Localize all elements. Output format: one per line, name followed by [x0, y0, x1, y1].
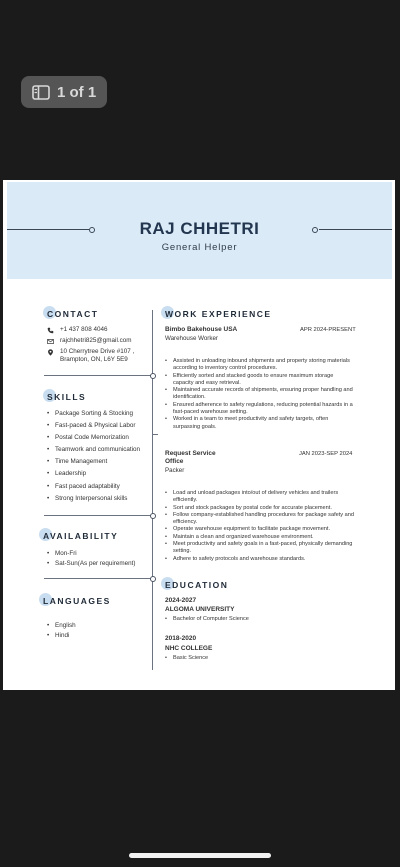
- contact-heading: CONTACT: [47, 309, 98, 319]
- home-indicator-bar[interactable]: [129, 853, 271, 858]
- resume-document[interactable]: [3, 180, 395, 690]
- job-bullets: [165, 358, 355, 431]
- skills-list: [47, 408, 140, 505]
- document-pages-icon: [32, 85, 50, 100]
- education-program-list: [165, 655, 355, 662]
- list-item: • Follow company-established handling procedures for package safety and efficiency.: [165, 512, 355, 527]
- list-item: • Sat-Sun(As per requirement): [47, 559, 136, 569]
- email-icon: [47, 338, 54, 345]
- contact-email: rajchhetri825@gmail.com: [47, 337, 132, 345]
- list-item: • English: [47, 621, 76, 631]
- education-heading: EDUCATION: [165, 580, 228, 590]
- list-item: • Time Management: [47, 456, 140, 468]
- list-item: • Leadership: [47, 468, 140, 480]
- page-indicator-badge[interactable]: [21, 76, 107, 108]
- list-item: • Package Sorting & Stocking: [47, 408, 140, 420]
- list-item: • Load and unload packages into/out of delivery vehicles and trailers efficiently.: [165, 490, 355, 505]
- list-item: • Maintained accurate records of shipments, ensuring proper handling and identification.: [165, 387, 355, 402]
- list-item: • Maintain a clean and organized warehouse environment.: [165, 534, 355, 541]
- list-item: • Sort and stock packages by postal code for accurate placement.: [165, 505, 355, 512]
- education-years: 2024-2027: [165, 597, 197, 604]
- list-item: • Bachelor of Computer Science: [165, 616, 355, 623]
- list-item: • Adhere to safety protocols and warehouse standards.: [165, 556, 355, 563]
- job-company: Bimbo Bakehouse USA: [165, 326, 238, 333]
- list-item: • Meet productivity and safety goals in a fast-paced, physically demanding setting.: [165, 541, 355, 556]
- candidate-name: RAJ CHHETRI: [139, 219, 260, 238]
- list-item: • Fast-paced & Physical Labor: [47, 420, 140, 432]
- list-item: • Operate warehouse equipment to facilitate package movement.: [165, 526, 355, 533]
- job-company: Request Service Office: [165, 450, 216, 465]
- timeline-divider: [152, 310, 153, 670]
- education-school: ALGOMA UNIVERSITY: [165, 606, 235, 613]
- education-program-list: [165, 616, 355, 623]
- list-item: • Ensured adherence to safety regulations, reducing potential hazards in a fast-paced warehouse setting.: [165, 402, 355, 417]
- list-item: • Assisted in unloading inbound shipments and property storing materials according to inventory control procedures.: [165, 358, 355, 373]
- candidate-role: General Helper: [161, 242, 238, 253]
- job-position: Warehouse Worker: [165, 335, 218, 342]
- job-bullets: [165, 490, 355, 563]
- education-years: 2018-2020: [165, 635, 197, 642]
- list-item: • Mon-Fri: [47, 549, 136, 559]
- skills-heading: SKILLS: [47, 392, 86, 402]
- education-school: NHC COLLEGE: [165, 645, 213, 652]
- job-dates: APR 2024-PRESENT: [300, 327, 356, 333]
- list-item: • Postal Code Memorization: [47, 432, 140, 444]
- location-pin-icon: [47, 349, 54, 356]
- list-item: • Efficiently sorted and stacked goods to ensure maximum storage capacity and easy retrieval.: [165, 373, 355, 388]
- list-item: • Teamwork and communication: [47, 444, 140, 456]
- phone-icon: [47, 327, 54, 334]
- availability-heading: AVAILABILITY: [43, 531, 118, 541]
- job-dates: JAN 2023-SEP 2024: [299, 451, 353, 457]
- list-item: • Fast paced adaptability: [47, 481, 140, 493]
- list-item: • Strong Interpersonal skills: [47, 493, 140, 505]
- page-indicator-text: 1 of 1: [57, 83, 97, 101]
- availability-list: [47, 549, 136, 569]
- contact-address: 10 Cherrytree Drive #107 , Brampton, ON, L6Y 5E9: [47, 348, 134, 364]
- languages-list: [47, 621, 76, 640]
- resume-header: [7, 182, 392, 279]
- contact-phone: +1 437 808 4046: [47, 326, 107, 334]
- work-experience-heading: WORK EXPERIENCE: [165, 309, 272, 319]
- list-item: • Worked in a team to meet productivity and safety targets, often surpassing goals.: [165, 416, 355, 431]
- languages-heading: LANGUAGES: [43, 596, 111, 606]
- job-position: Packer: [165, 467, 185, 474]
- list-item: • Basic Science: [165, 655, 355, 662]
- list-item: • Hindi: [47, 631, 76, 641]
